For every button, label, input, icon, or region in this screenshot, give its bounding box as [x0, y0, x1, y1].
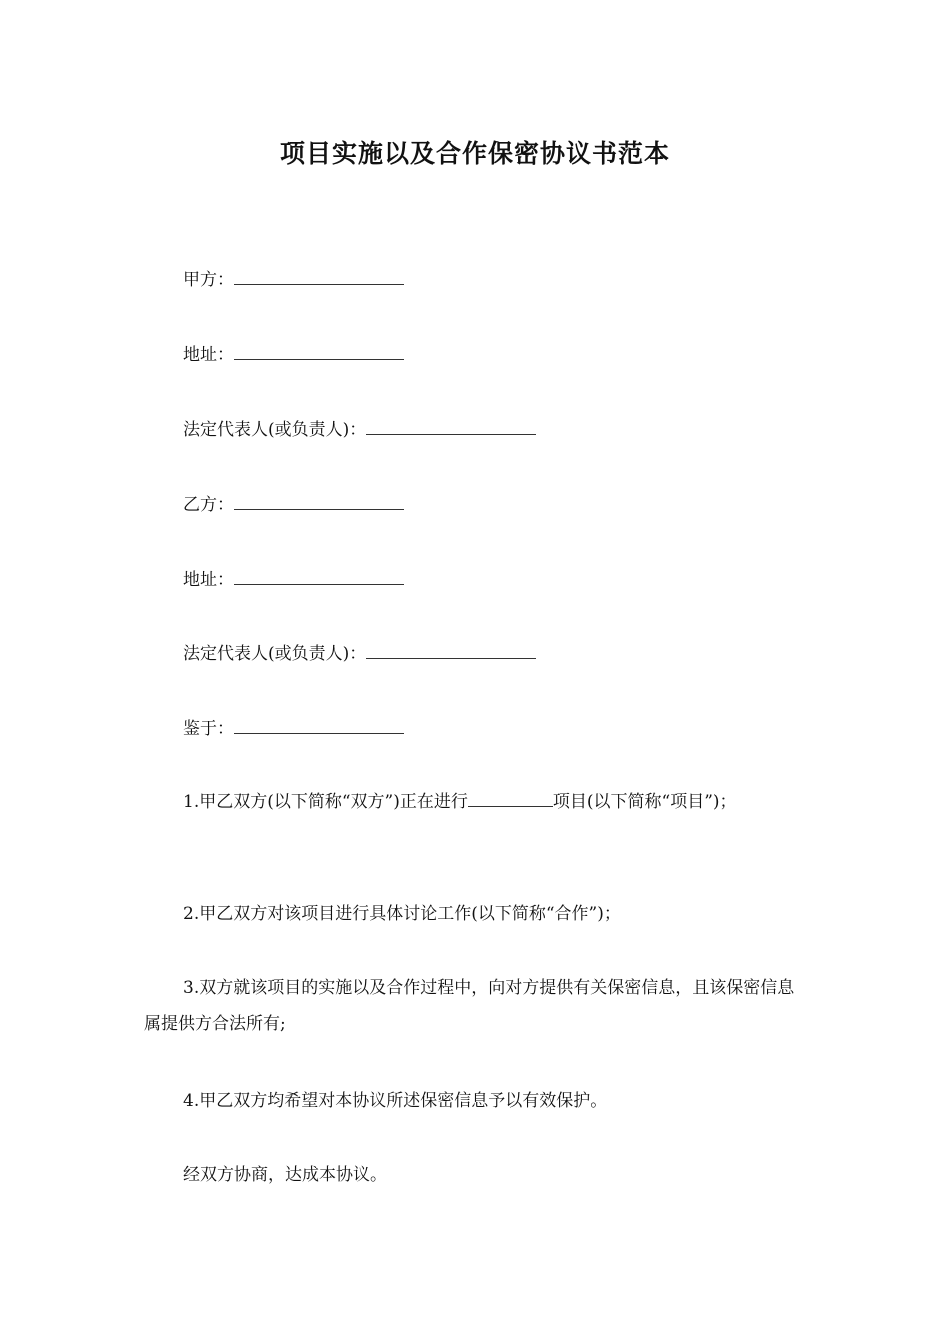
whereas-blank — [234, 719, 404, 734]
party-a-blank — [234, 270, 404, 285]
conclusion: 经双方协商，达成本协议。 — [183, 1165, 387, 1185]
party-a-line — [183, 269, 404, 291]
party-b-rep-line — [183, 643, 536, 665]
party-b-address-line — [183, 569, 404, 591]
party-b-rep-label: 法定代表人(或负责人)： — [183, 644, 367, 664]
party-a-address-label: 地址： — [183, 345, 234, 365]
party-a-rep-blank — [366, 420, 536, 435]
project-name-blank — [468, 792, 553, 807]
party-b-label: 乙方： — [183, 495, 234, 515]
document-title: 项目实施以及合作保密协议书范本 — [279, 139, 670, 168]
party-b-rep-blank — [366, 644, 536, 659]
party-a-address-blank — [234, 345, 404, 360]
clause-1-part1: 1.甲乙双方(以下简称“双方”)正在进行 — [183, 792, 468, 812]
clause-1-part2: 项目(以下简称“项目”)； — [552, 792, 737, 812]
clause-1 — [144, 784, 806, 820]
party-a-rep-line — [183, 419, 536, 441]
party-a-address-line — [183, 344, 404, 366]
party-b-line — [183, 494, 404, 516]
whereas-line — [183, 718, 404, 740]
party-b-address-label: 地址： — [183, 570, 234, 590]
party-a-rep-label: 法定代表人(或负责人)： — [183, 420, 367, 440]
party-a-label: 甲方： — [183, 270, 234, 290]
party-b-address-blank — [234, 570, 404, 585]
whereas-label: 鉴于： — [183, 719, 234, 739]
clause-4: 4.甲乙双方均希望对本协议所述保密信息予以有效保护。 — [183, 1091, 608, 1111]
clause-3: 3.双方就该项目的实施以及合作过程中，向对方提供有关保密信息，且该保密信息属提供方合法所有; — [144, 978, 795, 1034]
party-b-blank — [234, 495, 404, 510]
clause-2: 2.甲乙双方对该项目进行具体讨论工作(以下简称“合作”)； — [183, 904, 621, 924]
